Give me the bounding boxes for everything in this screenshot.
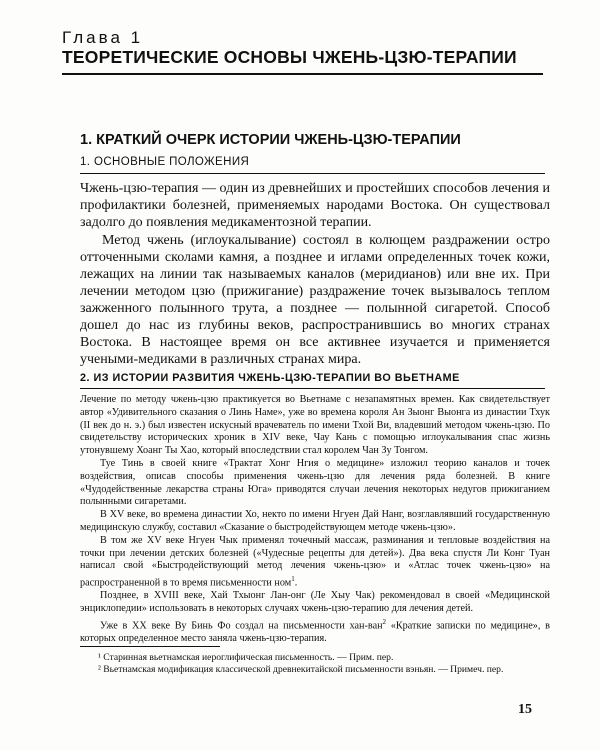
paragraph: Позднее, в XVIII веке, Хай Тхыонг Лан-онг (Ле Хыу Чак) рекомендовал в своей «Медицинской энциклопедии» использовать в некоторых случаях чжень-цзю-терапию для лечения детей. xyxy=(80,590,550,615)
page-number: 15 xyxy=(518,702,532,717)
footnote-marker: 2 xyxy=(382,617,387,626)
footnote: ² Вьетнамская модификация классической древнекитайской письменности вэньян. — Примеч. пер. xyxy=(98,664,504,675)
subsection-divider xyxy=(80,173,545,174)
paragraph-text: Уже в XX веке Ву Бинь Фо создал на письменности хан-ван xyxy=(100,620,383,632)
paragraph-text: В том же XV веке Нгуен Чык применял точечный массаж, разминания и тепловые воздействия на точки при лечении детских болезней («Чудесные рецепты для детей»). Два века спустя Ли Конг Туан написал свой «Быстродействующий метод лечения чжень-цзю» и «Атлас точек чжень-цзю» на распространенной в то время письменности ном xyxy=(80,534,550,589)
intro-paragraph-block xyxy=(80,180,550,231)
paragraph: Туе Тинь в своей книге «Трактат Хонг Нгия о медицине» изложил теорию каналов и точек воздействия, описав способы применения чжень-цзю для лечения ряда болезней. В книге «Чудодейственные лекарства страны Юга» приводятся случаи лечения некоторых недугов прижиганием полынными сигаретами. xyxy=(80,457,550,508)
paragraph xyxy=(80,616,550,646)
vietnam-history-text xyxy=(80,394,550,646)
paragraph-text: «Краткие записки по медицине», в которых определенное место заняла чжень-цзю-терапия. xyxy=(80,620,550,645)
paragraph: Лечение по методу чжень-цзю практикуется во Вьетнаме с незапамятных времен. Как свидетельствует автор «Удивительного сказания о Линь Наме», уже во времена короля Ан Зыонг Выонга из династии Тхук (II век до н. э.) был известен искусный врачеватель по имени Тхой Ви, владевший методом чжень-цзю. По свидетельству исторических хроник в XIV веке, Чау Кань с помощью иглоукалывания спас жизнь утонувшему Хоанг Ты Хао, который впоследствии стал королем Чан Зу Тонгом. xyxy=(80,394,550,457)
subsection-heading-basics: 1. ОСНОВНЫЕ ПОЛОЖЕНИЯ xyxy=(80,156,250,168)
method-paragraph: Метод чжень (иглоукалывание) состоял в колющем раздражении остро отточенными сколами камня, а позднее и иглами определенных точек кожи, лежащих на линии так называемых каналов (меридианов) или вне их. При лечении методом цзю (прижигание) раздражение точек вызывалось теплом зажженного полынного трута, а позднее — полынной сигаретой. Способ дошел до нас из глубины веков, распространившись во многих странах Востока. В настоящее время он все активнее изучается и применяется учеными-медиками в различных странах мира. xyxy=(80,233,550,367)
chapter-title: ТЕОРЕТИЧЕСКИЕ ОСНОВЫ ЧЖЕНЬ-ЦЗЮ-ТЕРАПИИ xyxy=(62,47,517,67)
subsection-heading-vietnam: 2. ИЗ ИСТОРИИ РАЗВИТИЯ ЧЖЕНЬ-ЦЗЮ-ТЕРАПИИ ВО ВЬЕТНАМЕ xyxy=(80,372,460,384)
footnotes xyxy=(80,652,550,676)
section-heading: 1. КРАТКИЙ ОЧЕРК ИСТОРИИ ЧЖЕНЬ-ЦЗЮ-ТЕРАПИИ xyxy=(80,132,461,148)
method-paragraph-block xyxy=(80,232,550,368)
chapter-label: Глава 1 xyxy=(62,28,144,47)
footnote: ¹ Старинная вьетнамская иероглифическая письменность. — Прим. пер. xyxy=(98,652,394,663)
paragraph: В том же XV веке Нгуен Чык применял точечный массаж, разминания и тепловые воздействия на точки при лечении детских болезней («Чудесные рецепты для детей»). Два века спустя Ли Конг Туан написал свой «Быстродействующий метод лечения чжень-цзю» и «Атлас точек чжень-цзю» на распространенной в то время письменности ном$^1$. xyxy=(80,534,550,589)
subsection-divider xyxy=(80,388,545,389)
intro-paragraph: Чжень-цзю-терапия — один из древнейших и простейших способов лечения и профилактики болезней, применяемых народами Востока. Он существовал задолго до появления медикаментозной терапии. xyxy=(80,181,550,230)
chapter-divider xyxy=(62,73,543,75)
footnote-divider xyxy=(80,646,220,647)
footnote-marker: 1 xyxy=(291,575,295,584)
paragraph: В XV веке, во времена династии Хо, некто по имени Нгуен Дай Нанг, возглавлявший государственную медицинскую службу, составил «Сказание о быстродействующем методе чжень-цзю». xyxy=(80,509,550,533)
